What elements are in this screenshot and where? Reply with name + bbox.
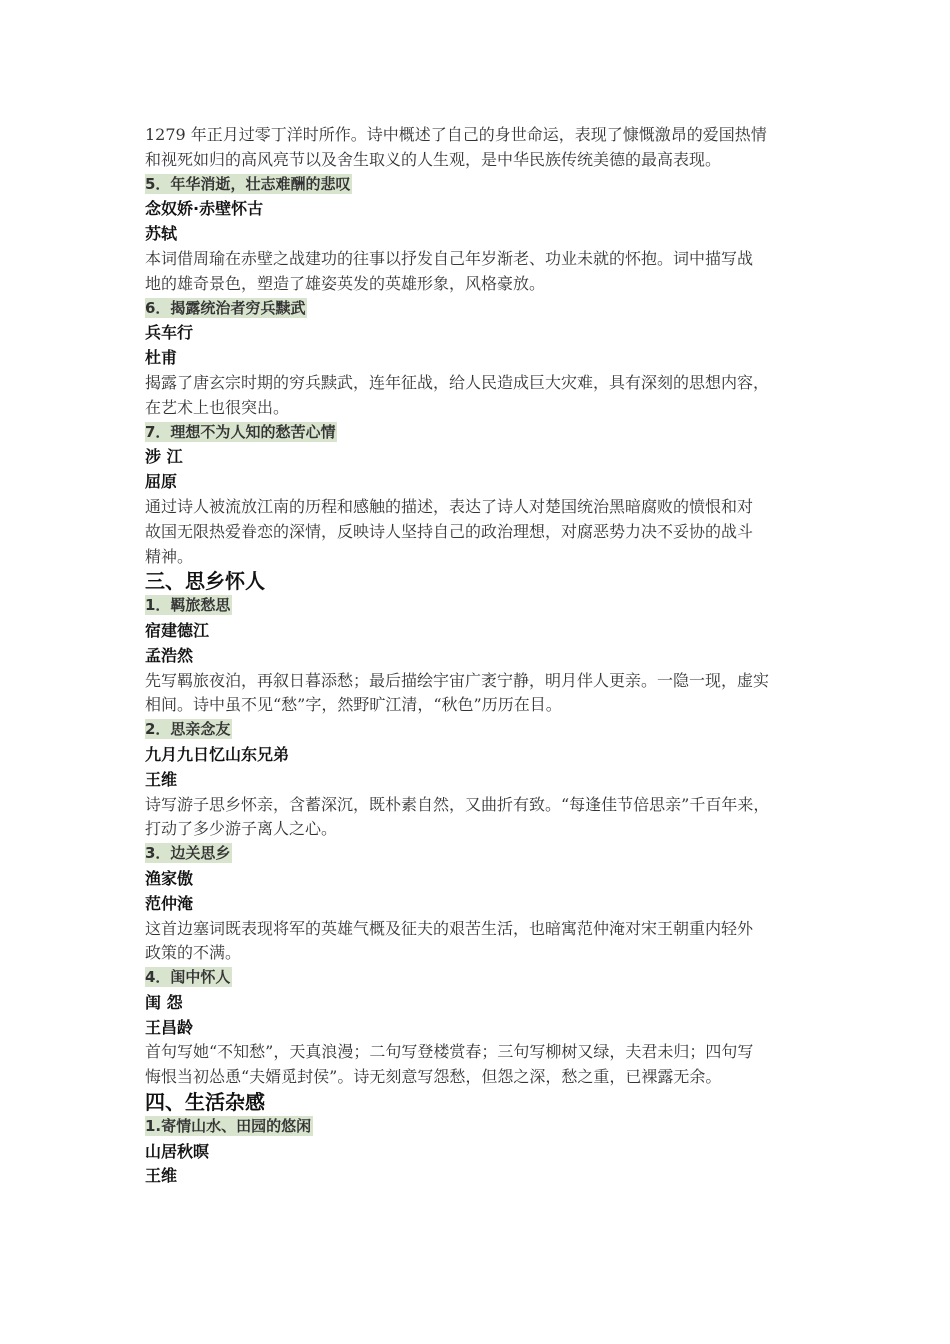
section-heading: 四、生活杂感 [145, 1090, 265, 1115]
poem-title-or-author: 王维 [145, 1166, 178, 1186]
poem-title-or-author: 范仲淹 [145, 893, 194, 913]
subsection-heading-text: 2．思亲念友 [145, 720, 231, 739]
subsection-heading-text: 3．边关思乡 [145, 844, 231, 863]
subsection-heading [145, 421, 825, 446]
poem-title-or-author: 王昌龄 [145, 1017, 194, 1037]
poem-title-or-author: 王维 [145, 769, 178, 789]
poem-title-or-author: 念奴娇·赤壁怀古 [145, 199, 264, 219]
body-text-line: 本词借周瑜在赤壁之战建功的往事以抒发自己年岁渐老、功业未就的怀抱。词中描写战 [145, 248, 754, 268]
body-text-line: 政策的不满。 [145, 943, 242, 963]
body-text-line: 首句写她“不知愁”，天真浪漫；二句写登楼赏春；三句写柳树又绿，夫君未归；四句写 [145, 1042, 754, 1062]
body-text-line: 相间。诗中虽不见“愁”字，然野旷江清，“秋色”历历在目。 [145, 695, 562, 715]
section-heading: 三、思乡怀人 [145, 569, 265, 594]
subsection-heading [145, 297, 825, 322]
poem-title-or-author: 九月九日忆山东兄弟 [145, 744, 290, 764]
poem-title-or-author: 涉 江 [145, 447, 183, 467]
subsection-heading [145, 718, 825, 743]
body-text-line: 地的雄奇景色，塑造了雄姿英发的英雄形象，风格豪放。 [145, 273, 546, 293]
body-text-line: 这首边塞词既表现将军的英雄气概及征夫的艰苦生活，也暗寓范仲淹对宋王朝重内轻外 [145, 918, 754, 938]
body-text-line: 故国无限热爱眷恋的深情，反映诗人坚持自己的政治理想，对腐恶势力决不妥协的战斗 [145, 521, 754, 541]
subsection-heading-text: 1.寄情山水、田园的悠闲 [145, 1116, 312, 1135]
body-text-line: 精神。 [145, 546, 194, 566]
poem-title-or-author: 杜甫 [145, 348, 178, 368]
document-content [145, 123, 825, 1189]
poem-title-or-author: 宿建德江 [145, 620, 210, 640]
subsection-heading-text: 4．闺中怀人 [145, 968, 231, 987]
body-text-line: 在艺术上也很突出。 [145, 397, 290, 417]
poem-title-or-author: 苏轼 [145, 224, 178, 244]
body-text-line: 和视死如归的高风亮节以及舍生取义的人生观，是中华民族传统美德的最高表现。 [145, 149, 722, 169]
body-text-line: 诗写游子思乡怀亲，含蓄深沉，既朴素自然，又曲折有致。“每逢佳节倍思亲”千百年来， [145, 794, 770, 814]
body-text-line: 打动了多少游子离人之心。 [145, 819, 338, 839]
poem-title-or-author: 兵车行 [145, 323, 194, 343]
subsection-heading [145, 842, 825, 867]
body-text-line: 悔恨当初怂恿“夫婿觅封侯”。诗无刻意写怨愁，但怨之深，愁之重，已裸露无余。 [145, 1067, 722, 1087]
body-text-line: 通过诗人被流放江南的历程和感触的描述，表达了诗人对楚国统治黑暗腐败的愤恨和对 [145, 496, 754, 516]
subsection-heading [145, 594, 825, 619]
poem-title-or-author: 闺 怨 [145, 992, 183, 1012]
body-text-line: 揭露了唐玄宗时期的穷兵黩武，连年征战，给人民造成巨大灾难，具有深刻的思想内容， [145, 372, 770, 392]
subsection-heading [145, 966, 825, 991]
poem-title-or-author: 渔家傲 [145, 868, 194, 888]
subsection-heading-text: 7．理想不为人知的愁苦心情 [145, 422, 336, 441]
subsection-heading-text: 6．揭露统治者穷兵黩武 [145, 298, 306, 317]
subsection-heading-text: 5．年华消逝，壮志难酬的悲叹 [145, 174, 351, 193]
subsection-heading-text: 1．羁旅愁思 [145, 596, 231, 615]
body-text-line: 先写羁旅夜泊，再叙日暮添愁；最后描绘宇宙广袤宁静，明月伴人更亲。一隐一现，虚实 [145, 670, 770, 690]
body-text-line: 1279 年正月过零丁洋时所作。诗中概述了自己的身世命运，表现了慷慨激昂的爱国热情 [145, 125, 767, 144]
poem-title-or-author: 孟浩然 [145, 645, 194, 665]
poem-title-or-author: 山居秋暝 [145, 1141, 210, 1161]
subsection-heading [145, 173, 825, 198]
poem-title-or-author: 屈原 [145, 472, 178, 492]
subsection-heading [145, 1115, 825, 1140]
